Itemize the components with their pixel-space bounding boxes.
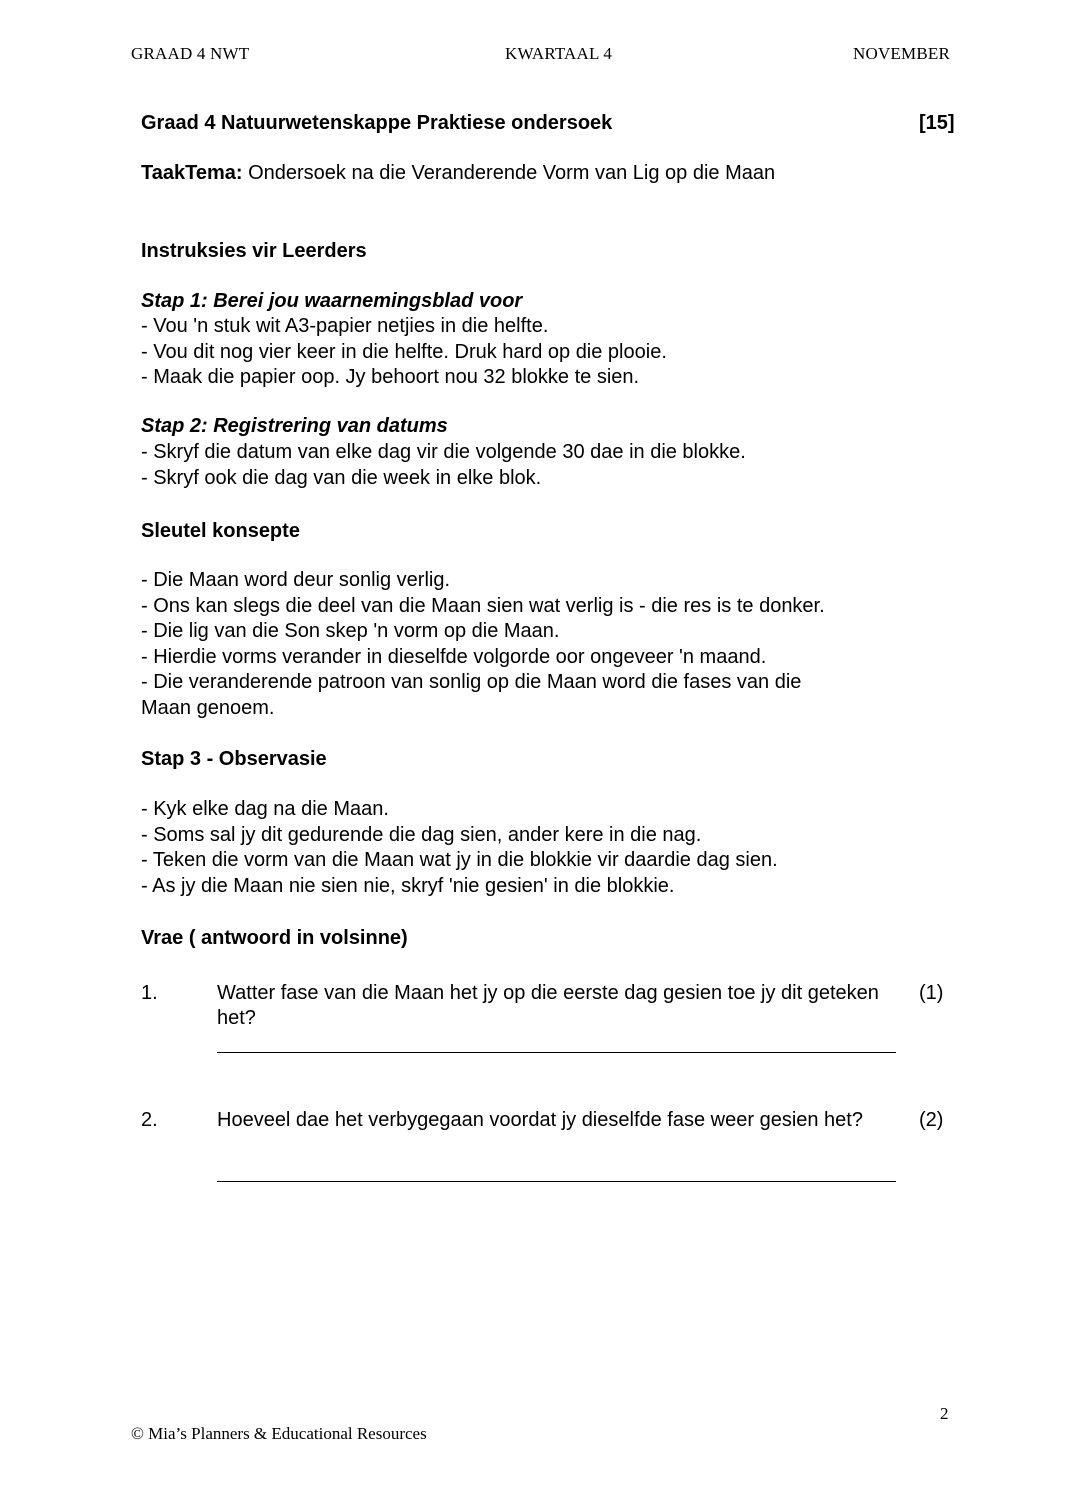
question-number: 2. (141, 1109, 158, 1131)
list-item: - Skryf ook die dag van die week in elke blok. (141, 466, 542, 489)
task-theme-label: TaakTema: (141, 162, 243, 184)
key-concepts-heading: Sleutel konsepte (141, 520, 300, 542)
list-item: - Die lig van die Son skep 'n vorm op die Maan. (141, 620, 560, 642)
header-grade: GRAAD 4 NWT (131, 44, 250, 63)
list-item: - Die veranderende patroon van sonlig op die Maan word die fases van die (141, 671, 802, 693)
question-text: Watter fase van die Maan het jy op die eerste dag gesien toe jy dit geteken het? (217, 982, 879, 1029)
list-item: - Vou dit nog vier keer in die helfte. Druk hard op die plooie. (141, 340, 667, 363)
answer-line[interactable] (217, 1181, 896, 1182)
task-theme (141, 161, 775, 186)
task-theme-value: Ondersoek na die Veranderende Vorm van Lig op die Maan (242, 162, 776, 184)
list-item: - Teken die vorm van die Maan wat jy in die blokkie vir daardie dag sien. (141, 849, 778, 871)
list-item: - Skryf die datum van elke dag vir die volgende 30 dae in die blokke. (141, 441, 746, 463)
total-marks: [15] (919, 112, 955, 134)
list-item: - Ons kan slegs die deel van die Maan sien wat verlig is - die res is te donker. (141, 594, 825, 617)
questions-heading: Vrae ( antwoord in volsinne) (141, 927, 408, 949)
instructions-heading: Instruksies vir Leerders (141, 240, 367, 262)
copyright-footer: © Mia’s Planners & Educational Resources (131, 1424, 427, 1443)
question-number: 1. (141, 982, 158, 1004)
question-marks: (1) (919, 982, 944, 1004)
step3-list (141, 797, 778, 899)
list-item: - Soms sal jy dit gedurende die dag sien, ander kere in die nag. (141, 823, 702, 846)
header-term: KWARTAAL 4 (505, 44, 613, 63)
page-header (131, 44, 950, 68)
question-marks: (2) (919, 1109, 944, 1131)
header-month: NOVEMBER (853, 44, 950, 63)
page-title: Graad 4 Natuurwetenskappe Praktiese ondersoek (141, 112, 613, 134)
list-item: - Hierdie vorms verander in dieselfde volgorde oor ongeveer 'n maand. (141, 645, 767, 668)
page-number: 2 (940, 1404, 949, 1423)
list-item: - Kyk elke dag na die Maan. (141, 798, 389, 820)
step2-heading: Stap 2: Registrering van datums (141, 415, 448, 437)
list-item: Maan genoem. (141, 696, 275, 719)
question-text: Hoeveel dae het verbygegaan voordat jy dieselfde fase weer gesien het? (217, 1109, 863, 1131)
list-item: - Maak die papier oop. Jy behoort nou 32 blokke te sien. (141, 366, 640, 388)
list-item: - Die Maan word deur sonlig verlig. (141, 569, 451, 591)
list-item: - Vou 'n stuk wit A3-papier netjies in die helfte. (141, 315, 549, 337)
list-item: - As jy die Maan nie sien nie, skryf 'nie gesien' in die blokkie. (141, 874, 675, 897)
step1-heading: Stap 1: Berei jou waarnemingsblad voor (141, 290, 523, 312)
answer-line[interactable] (217, 1052, 896, 1053)
step2-list (141, 440, 746, 491)
step3-heading: Stap 3 - Observasie (141, 748, 327, 770)
key-concepts-list (141, 568, 825, 721)
step1-list (141, 314, 667, 391)
